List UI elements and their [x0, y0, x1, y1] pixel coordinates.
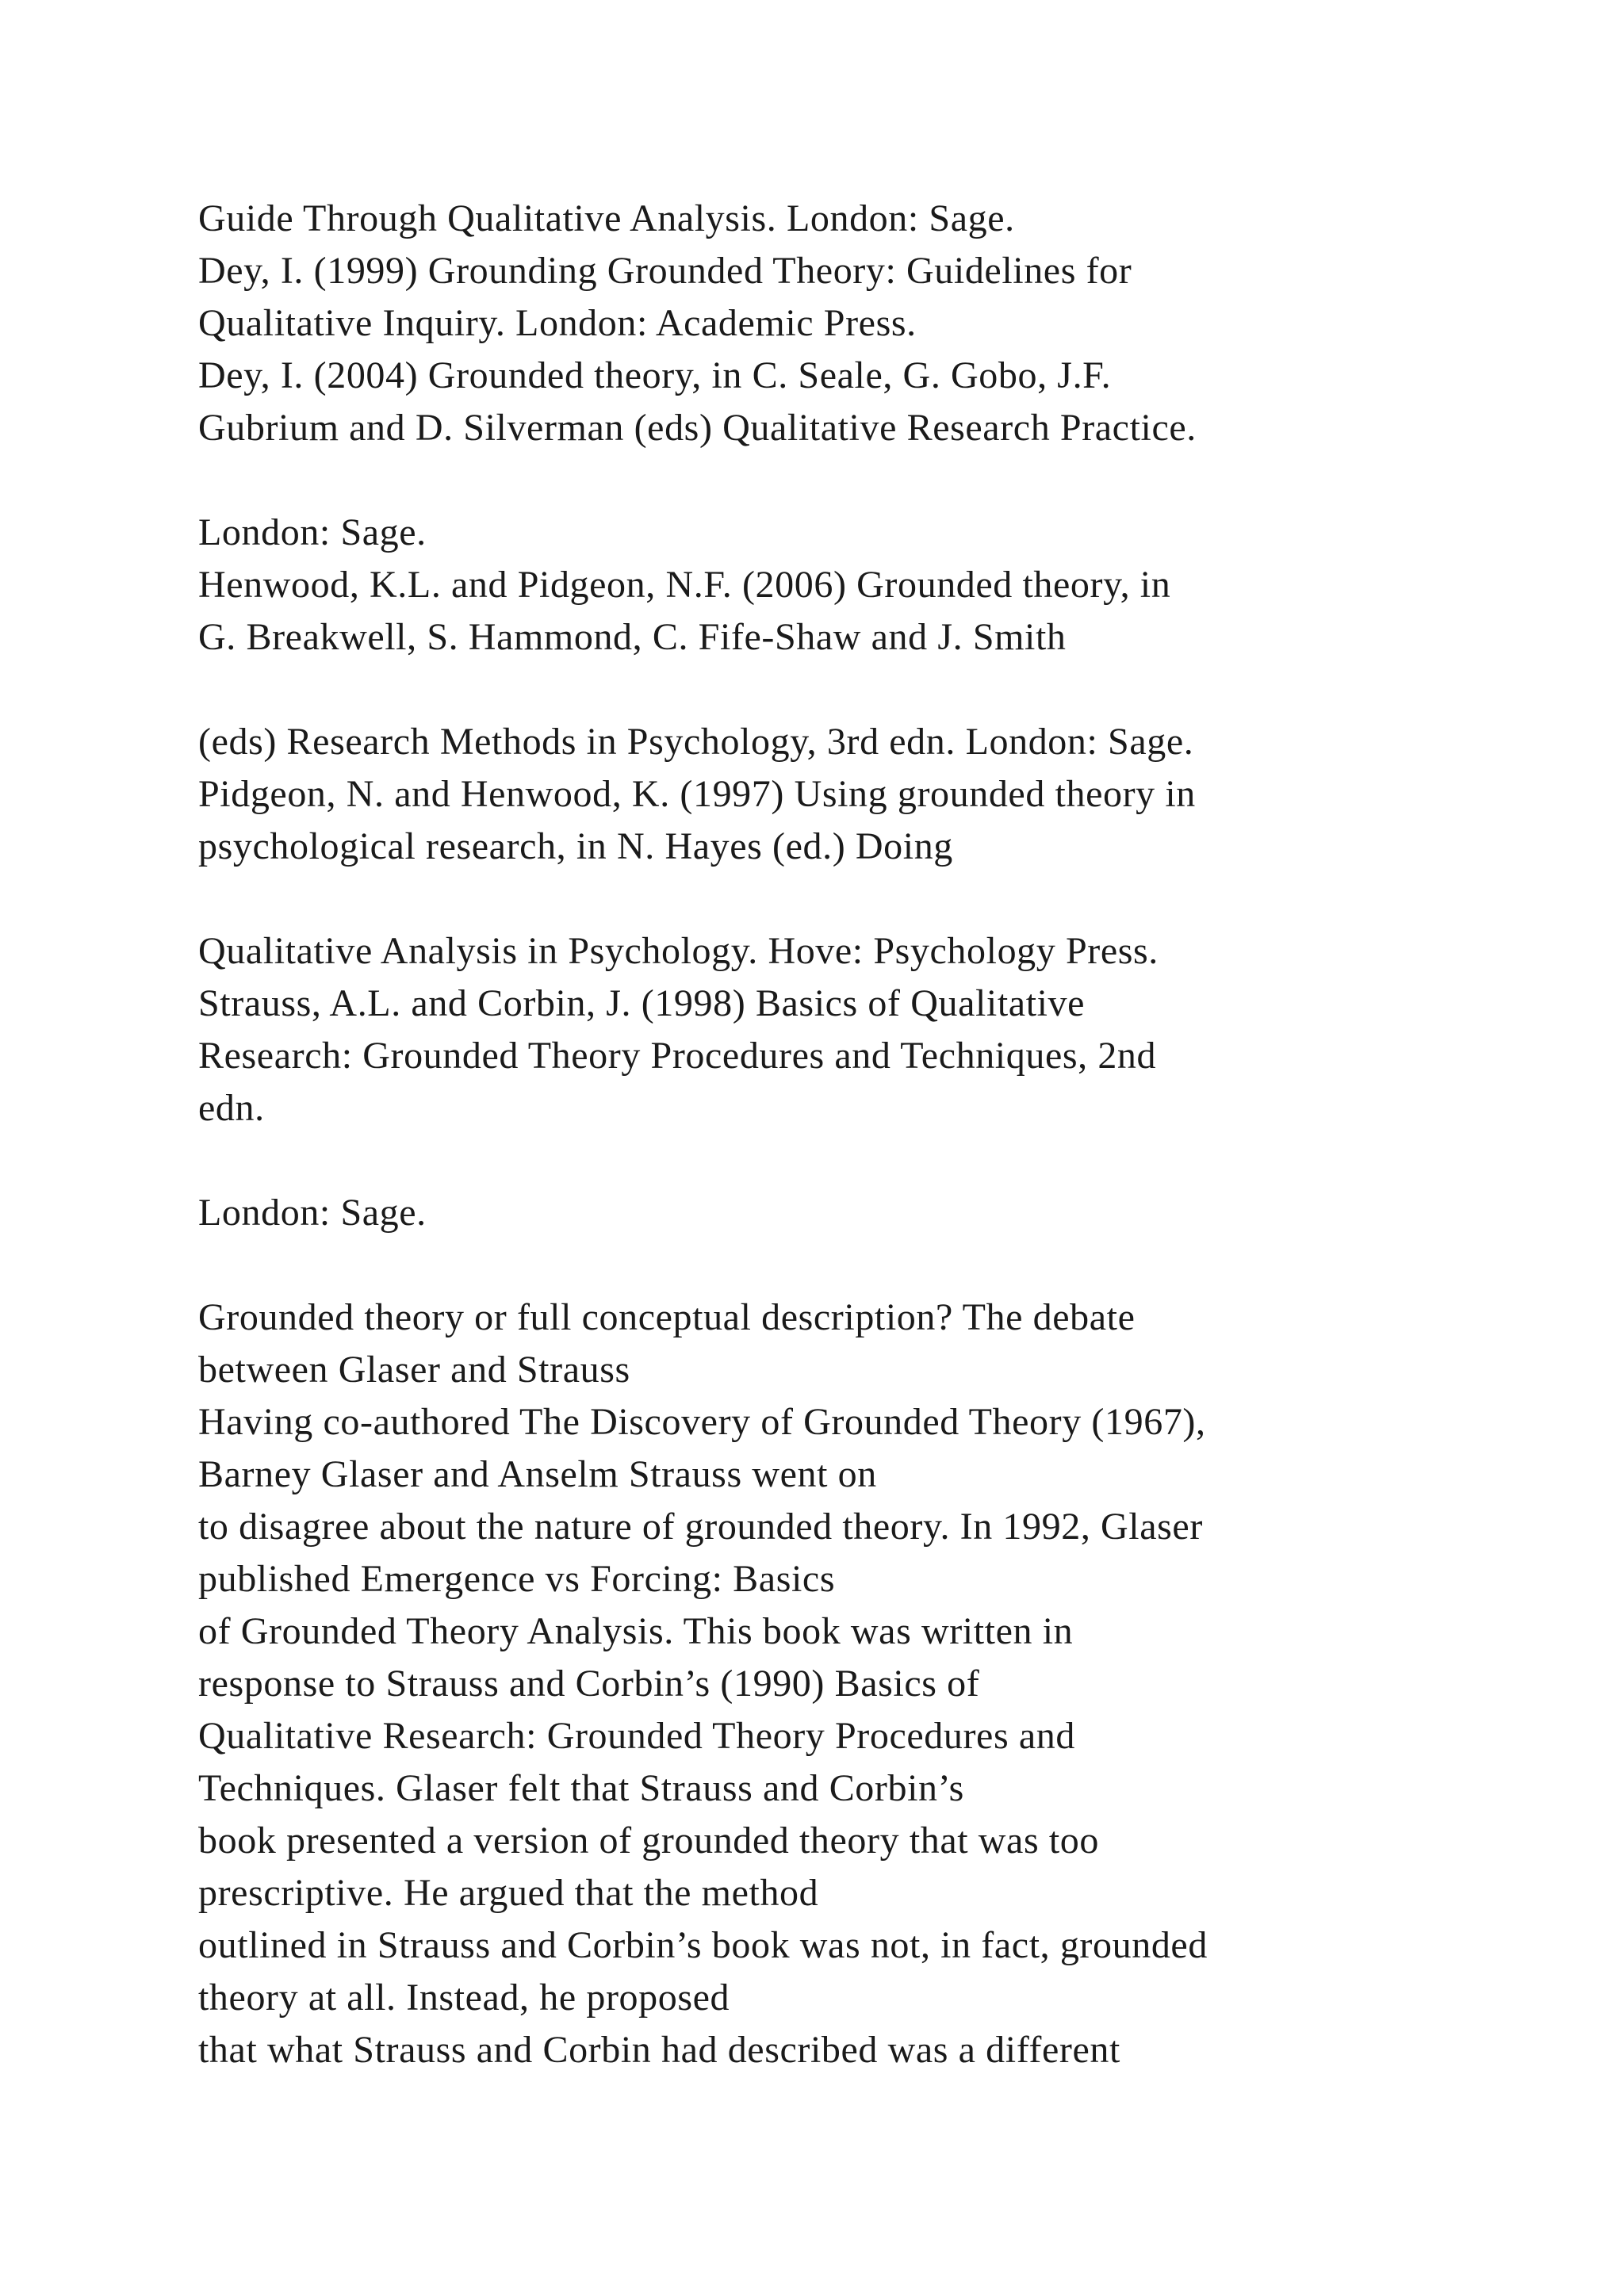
- text-line: Strauss, A.L. and Corbin, J. (1998) Basics of Qualitative: [198, 982, 1086, 1024]
- blank-line: [198, 1135, 1562, 1187]
- text-line: Research: Grounded Theory Procedures and Techniques, 2nd: [198, 1035, 1157, 1077]
- text-line: Qualitative Analysis in Psychology. Hove: Psychology Press.: [198, 930, 1159, 972]
- document-body: [198, 193, 1562, 2076]
- blank-line: [198, 664, 1562, 716]
- text-line: Dey, I. (2004) Grounded theory, in C. Seale, G. Gobo, J.F.: [198, 354, 1112, 396]
- text-line: Guide Through Qualitative Analysis. London: Sage.: [198, 197, 1015, 239]
- text-line: Techniques. Glaser felt that Strauss and Corbin’s: [198, 1767, 964, 1809]
- text-line: London: Sage.: [198, 511, 427, 553]
- text-line: published Emergence vs Forcing: Basics: [198, 1558, 836, 1600]
- blank-line: [198, 454, 1562, 507]
- text-line: G. Breakwell, S. Hammond, C. Fife-Shaw and J. Smith: [198, 616, 1067, 658]
- text-line: outlined in Strauss and Corbin’s book was not, in fact, grounded: [198, 1924, 1208, 1966]
- text-line: Henwood, K.L. and Pidgeon, N.F. (2006) Grounded theory, in: [198, 564, 1171, 606]
- text-line: Pidgeon, N. and Henwood, K. (1997) Using grounded theory in: [198, 773, 1196, 815]
- text-line: prescriptive. He argued that the method: [198, 1872, 819, 1914]
- text-line: Gubrium and D. Silverman (eds) Qualitative Research Practice.: [198, 407, 1197, 449]
- blank-line: [198, 873, 1562, 925]
- text-line: Having co-authored The Discovery of Grounded Theory (1967),: [198, 1401, 1206, 1443]
- section-heading-line: Grounded theory or full conceptual description? The debate: [198, 1296, 1136, 1338]
- section-heading-line: between Glaser and Strauss: [198, 1349, 630, 1391]
- text-line: of Grounded Theory Analysis. This book was written in: [198, 1610, 1074, 1652]
- text-line: to disagree about the nature of grounded theory. In 1992, Glaser: [198, 1506, 1203, 1548]
- text-line: Qualitative Research: Grounded Theory Procedures and: [198, 1715, 1075, 1757]
- text-line: Dey, I. (1999) Grounding Grounded Theory: Guidelines for: [198, 250, 1132, 292]
- text-line: psychological research, in N. Hayes (ed.) Doing: [198, 825, 953, 867]
- text-line: that what Strauss and Corbin had described was a different: [198, 2029, 1120, 2071]
- blank-line: [198, 1239, 1562, 1292]
- text-line: response to Strauss and Corbin’s (1990) Basics of: [198, 1663, 980, 1705]
- text-line: theory at all. Instead, he proposed: [198, 1976, 730, 2019]
- text-line: Qualitative Inquiry. London: Academic Press.: [198, 302, 917, 344]
- text-line: edn.: [198, 1087, 265, 1129]
- text-line: London: Sage.: [198, 1192, 427, 1234]
- text-line: Barney Glaser and Anselm Strauss went on: [198, 1453, 877, 1495]
- text-line: (eds) Research Methods in Psychology, 3rd edn. London: Sage.: [198, 721, 1194, 763]
- text-line: book presented a version of grounded theory that was too: [198, 1820, 1099, 1862]
